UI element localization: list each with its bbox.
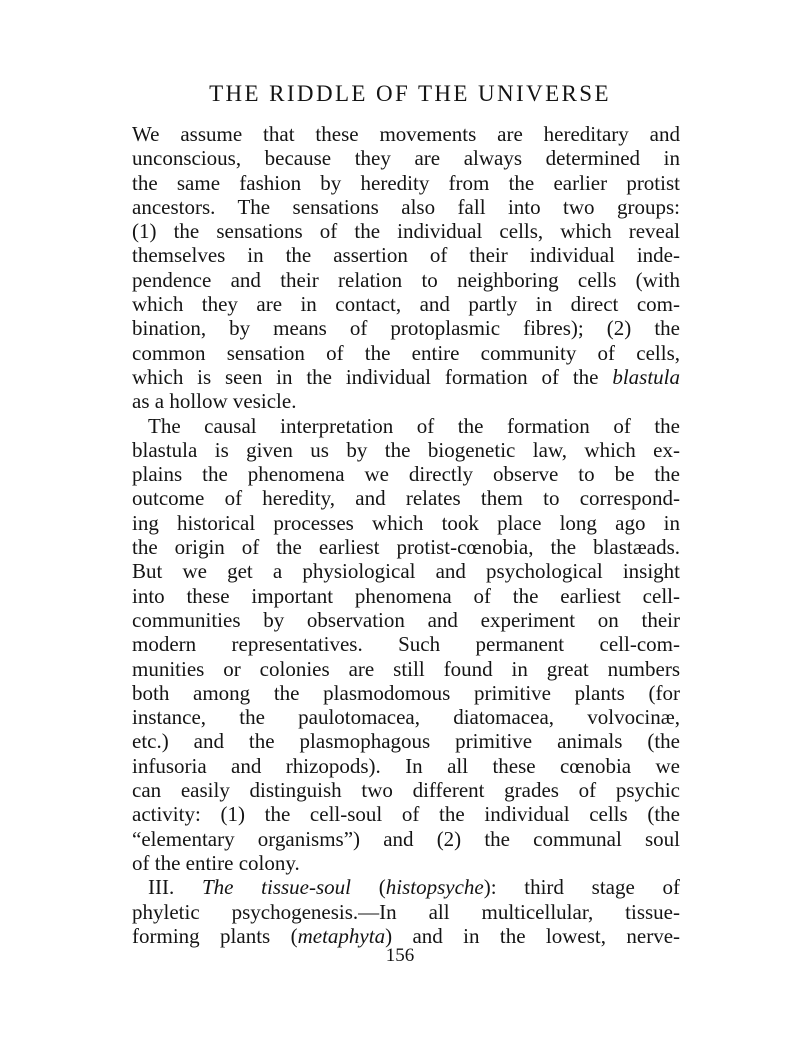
text-line: forming plants (metaphyta) and in the lowest, nerve- bbox=[132, 923, 681, 948]
text-line: communities by observation and experiment on their bbox=[132, 607, 680, 632]
text-line: activity: (1) the cell-soul of the individual cells (the bbox=[132, 802, 680, 827]
text-line: modern representatives. Such permanent cell-com- bbox=[132, 632, 680, 657]
text-line: III. The tissue-soul (histopsyche): third stage of bbox=[148, 875, 680, 900]
text-line: of the entire colony. bbox=[132, 850, 300, 875]
text-line: “elementary organisms”) and (2) the communal soul bbox=[132, 826, 680, 851]
text-line: common sensation of the entire community of cells, bbox=[132, 340, 680, 365]
text-line: which they are in contact, and partly in direct com- bbox=[132, 292, 680, 317]
text-line: infusoria and rhizopods). In all these cœnobia we bbox=[132, 753, 680, 778]
text-line: munities or colonies are still found in great numbers bbox=[132, 656, 680, 681]
paragraph-1 bbox=[132, 122, 680, 414]
text-line: the same fashion by heredity from the earlier protist bbox=[132, 170, 680, 195]
text-line: both among the plasmodomous primitive plants (for bbox=[132, 680, 680, 705]
paragraph-2 bbox=[132, 414, 680, 876]
text-line: themselves in the assertion of their individual inde- bbox=[132, 243, 680, 268]
page-number: 156 bbox=[385, 945, 415, 966]
body-text bbox=[132, 122, 680, 948]
text-line: which is seen in the individual formation of the blastula bbox=[132, 364, 680, 389]
text-line: But we get a physiological and psychological insight bbox=[132, 559, 680, 584]
text-line: plains the phenomena we directly observe to be the bbox=[132, 462, 680, 487]
text-line: outcome of heredity, and relates them to correspond- bbox=[132, 486, 680, 511]
text-line: bination, by means of protoplasmic fibres); (2) the bbox=[132, 316, 680, 341]
text-line: as a hollow vesicle. bbox=[132, 389, 297, 414]
text-line: phyletic psychogenesis.—In all multicellular, tissue- bbox=[132, 899, 680, 924]
text-line: ing historical processes which took place long ago in bbox=[132, 510, 680, 535]
text-line: blastula is given us by the biogenetic law, which ex- bbox=[132, 437, 680, 462]
text-line: can easily distinguish two different grades of psychic bbox=[132, 778, 680, 803]
paragraph-3 bbox=[132, 875, 680, 948]
text-line: unconscious, because they are always determined in bbox=[132, 146, 680, 171]
text-line: (1) the sensations of the individual cells, which reveal bbox=[132, 219, 680, 244]
text-line: pendence and their relation to neighboring cells (with bbox=[132, 267, 680, 292]
text-line: instance, the paulotomacea, diatomacea, volvocinæ, bbox=[132, 705, 680, 730]
text-line: We assume that these movements are hereditary and bbox=[132, 122, 680, 146]
running-head: THE RIDDLE OF THE UNIVERSE bbox=[209, 81, 611, 106]
text-line: the origin of the earliest protist-cœnobia, the blastæads. bbox=[132, 535, 680, 560]
text-line: etc.) and the plasmophagous primitive animals (the bbox=[132, 729, 680, 754]
text-line: The causal interpretation of the formation of the bbox=[148, 413, 680, 438]
text-line: ancestors. The sensations also fall into two groups: bbox=[132, 194, 680, 219]
text-line: into these important phenomena of the earliest cell- bbox=[132, 583, 680, 608]
